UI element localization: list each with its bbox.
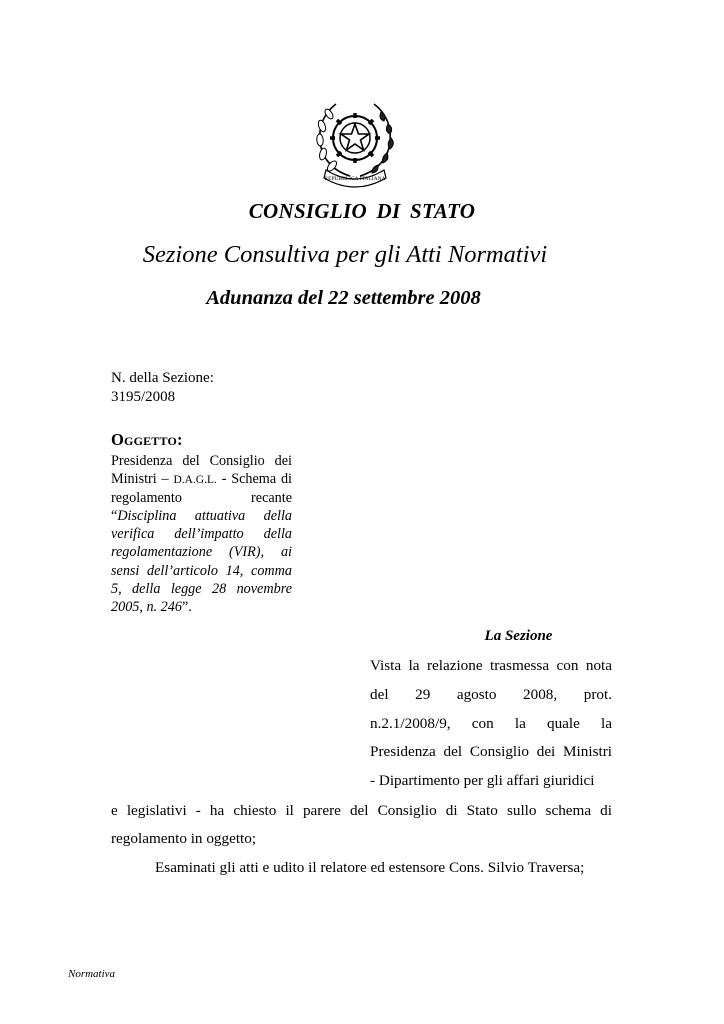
body-right-line: n.2.1/2008/9, con la quale la	[370, 715, 612, 732]
subject-intro-1: Presidenza del Consiglio dei Ministri –	[111, 453, 292, 488]
la-sezione-heading: La Sezione	[484, 628, 553, 644]
subject-text	[111, 452, 292, 616]
subject-dagl: D.A.G.L.	[173, 474, 217, 487]
body-right-line: Vista la relazione trasmessa con nota	[370, 657, 612, 674]
section-number-value: 3195/2008	[111, 389, 176, 405]
body-right-line: Presidenza del Consiglio dei Ministri	[370, 743, 612, 760]
emblem-ribbon-text: REPUBBLICA ITALIANA	[324, 176, 386, 182]
body-right-line: del 29 agosto 2008, prot.	[370, 686, 612, 703]
section-title: Sezione Consultiva per gli Atti Normativi	[142, 241, 548, 268]
subject-italic-title: Disciplina attuativa della verifica dell’impatto della regolamentazione (VIR), ai sensi dell’articolo 14, comma 5, della legge 28 novembre 2005, n. 246	[111, 508, 292, 615]
section-number-label: N. della Sezione:	[111, 370, 214, 386]
body-indented-line: Esaminati gli atti e udito il relatore ed estensore Cons. Silvio Traversa;	[155, 859, 585, 876]
subject-intro-2: - Schema di regolamento recante “	[111, 471, 292, 525]
republic-emblem-icon	[312, 96, 398, 188]
page-title: CONSIGLIO DI STATO	[248, 199, 476, 223]
body-full-line: regolamento in oggetto;	[111, 830, 257, 847]
body-full-line: e legislativi - ha chiesto il parere del Consiglio di Stato sullo schema di	[111, 802, 612, 819]
subject-heading: Oggetto:	[111, 430, 183, 449]
page-footer: Normativa	[68, 968, 116, 980]
body-right-line: - Dipartimento per gli affari giuridici	[370, 772, 595, 789]
meeting-date: Adunanza del 22 settembre 2008	[206, 287, 481, 309]
subject-closing: ”.	[181, 598, 192, 615]
